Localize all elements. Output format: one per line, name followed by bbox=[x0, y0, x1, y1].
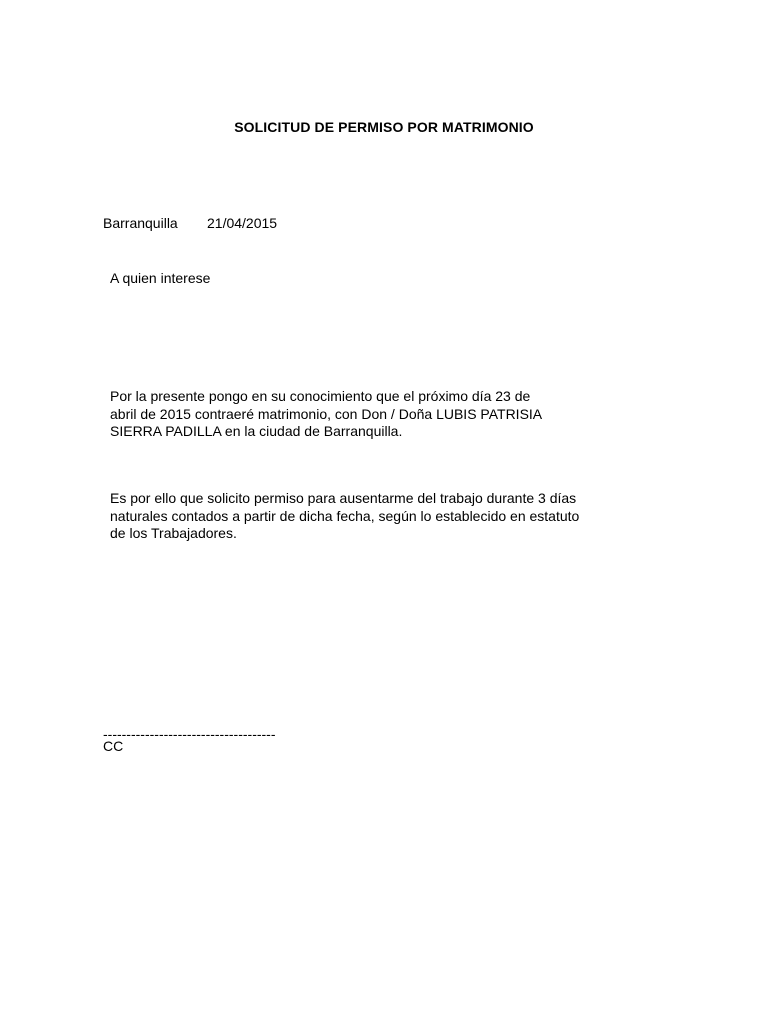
paragraph-line: SIERRA PADILLA en la ciudad de Barranquilla. bbox=[110, 423, 403, 439]
paragraph-request bbox=[110, 490, 579, 543]
greeting-text: A quien interese bbox=[110, 270, 211, 286]
signature-line: ------------------------------------- bbox=[103, 726, 276, 742]
place-text: Barranquilla bbox=[103, 215, 178, 231]
paragraph-line: Por la presente pongo en su conocimiento que el próximo día 23 de bbox=[110, 388, 531, 404]
signature-cc-label: CC bbox=[103, 738, 124, 754]
paragraph-line: de los Trabajadores. bbox=[110, 525, 237, 541]
date-text: 21/04/2015 bbox=[207, 215, 278, 231]
paragraph-line: Es por ello que solicito permiso para ausentarme del trabajo durante 3 días bbox=[110, 490, 577, 506]
document-title: SOLICITUD DE PERMISO POR MATRIMONIO bbox=[234, 119, 534, 135]
paragraph-notification bbox=[110, 388, 542, 441]
paragraph-line: abril de 2015 contraeré matrimonio, con Don / Doña LUBIS PATRISIA bbox=[110, 405, 543, 422]
paragraph-line: naturales contados a partir de dicha fecha, según lo establecido en estatuto bbox=[110, 507, 580, 524]
